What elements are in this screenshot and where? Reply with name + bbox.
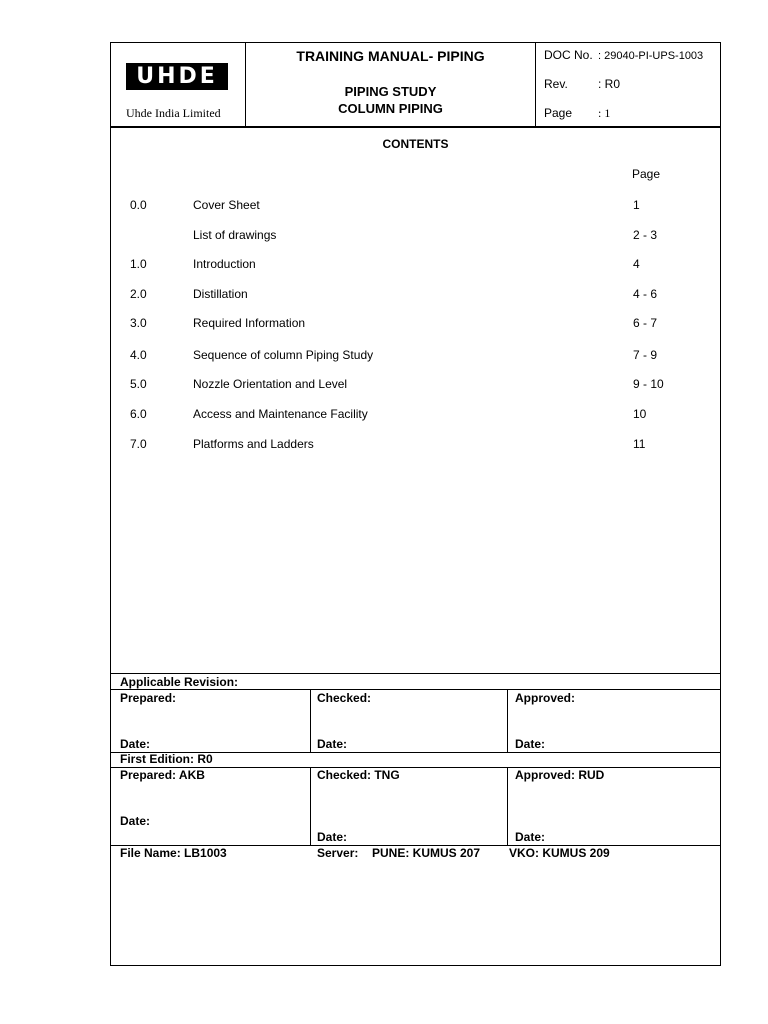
toc-number: 1.0	[130, 257, 147, 271]
approved-fe-label: Approved: RUD	[515, 768, 605, 782]
toc-title: Required Information	[193, 316, 306, 330]
toc-title: Cover Sheet	[193, 198, 260, 212]
approval-rule	[110, 673, 721, 674]
toc-number: 7.0	[130, 437, 147, 451]
toc-page: 1	[633, 198, 640, 212]
toc-item	[0, 316, 768, 332]
toc-item	[0, 437, 768, 453]
checked-label: Checked:	[317, 691, 372, 705]
revision-value: : R0	[598, 77, 621, 91]
uhde-logo	[126, 63, 228, 90]
toc-number: 0.0	[130, 198, 147, 212]
doc-number	[544, 48, 703, 62]
approved-date-label: Date:	[515, 737, 546, 751]
toc-title: Nozzle Orientation and Level	[193, 377, 348, 391]
approval-column-divider	[507, 767, 508, 845]
approved-fe-date-label: Date:	[515, 830, 546, 844]
document-subtitle-1: PIPING STUDY	[344, 84, 437, 99]
toc-number: 6.0	[130, 407, 147, 421]
toc-number: 5.0	[130, 377, 147, 391]
toc-page: 6 - 7	[633, 316, 658, 330]
page-number	[544, 106, 610, 121]
prepared-fe-label: Prepared: AKB	[120, 768, 205, 782]
document-frame	[110, 42, 721, 966]
contents-heading: CONTENTS	[382, 137, 449, 151]
revision-label: Rev.	[544, 77, 568, 91]
contents-page-column-header: Page	[632, 167, 661, 181]
prepared-label: Prepared:	[120, 691, 177, 705]
toc-title: Access and Maintenance Facility	[193, 407, 368, 421]
document-subtitle-2: COLUMN PIPING	[338, 101, 443, 116]
header-divider-right	[535, 42, 536, 128]
doc-number-label: DOC No.	[544, 48, 593, 62]
toc-page: 10	[633, 407, 647, 421]
page-number-value: : 1	[598, 106, 611, 120]
prepared-date-label: Date:	[120, 737, 151, 751]
revision	[544, 77, 620, 91]
toc-item	[0, 257, 768, 273]
approval-column-divider	[310, 767, 311, 845]
server-label: Server:	[317, 846, 359, 860]
toc-page: 11	[633, 437, 646, 451]
company-name: Uhde India Limited	[126, 106, 221, 120]
document-title: TRAINING MANUAL- PIPING	[296, 48, 485, 64]
toc-item	[0, 198, 768, 214]
toc-page: 4 - 6	[633, 287, 658, 301]
checked-fe-label: Checked: TNG	[317, 768, 400, 782]
toc-title: List of drawings	[193, 228, 277, 242]
logo-text: UHDE	[136, 63, 218, 89]
approved-label: Approved:	[515, 691, 575, 705]
toc-page: 7 - 9	[633, 348, 658, 362]
file-name-label: File Name: LB1003	[120, 846, 227, 860]
doc-number-value: : 29040-PI-UPS-1003	[598, 50, 704, 62]
page-number-label: Page	[544, 106, 573, 120]
approval-column-divider	[310, 689, 311, 752]
checked-date-label: Date:	[317, 737, 348, 751]
toc-page: 9 - 10	[633, 377, 664, 391]
first-edition-label: First Edition: R0	[120, 752, 213, 766]
toc-page: 4	[633, 257, 640, 271]
toc-item	[0, 287, 768, 303]
server-pune: PUNE: KUMUS 207	[372, 846, 481, 860]
toc-number: 2.0	[130, 287, 147, 301]
prepared-fe-date-label: Date:	[120, 814, 151, 828]
header-bottom-rule	[110, 126, 721, 128]
toc-page: 2 - 3	[633, 228, 658, 242]
checked-fe-date-label: Date:	[317, 830, 348, 844]
toc-item	[0, 228, 768, 244]
toc-item	[0, 348, 768, 364]
toc-title: Sequence of column Piping Study	[193, 348, 374, 362]
toc-number: 4.0	[130, 348, 147, 362]
toc-title: Introduction	[193, 257, 256, 271]
toc-title: Platforms and Ladders	[193, 437, 314, 451]
toc-number: 3.0	[130, 316, 147, 330]
toc-title: Distillation	[193, 287, 248, 301]
approval-rule	[110, 689, 721, 690]
toc-item	[0, 407, 768, 423]
applicable-revision-label: Applicable Revision:	[120, 675, 239, 689]
toc-item	[0, 377, 768, 393]
server-vko: VKO: KUMUS 209	[509, 846, 610, 860]
approval-column-divider	[507, 689, 508, 752]
